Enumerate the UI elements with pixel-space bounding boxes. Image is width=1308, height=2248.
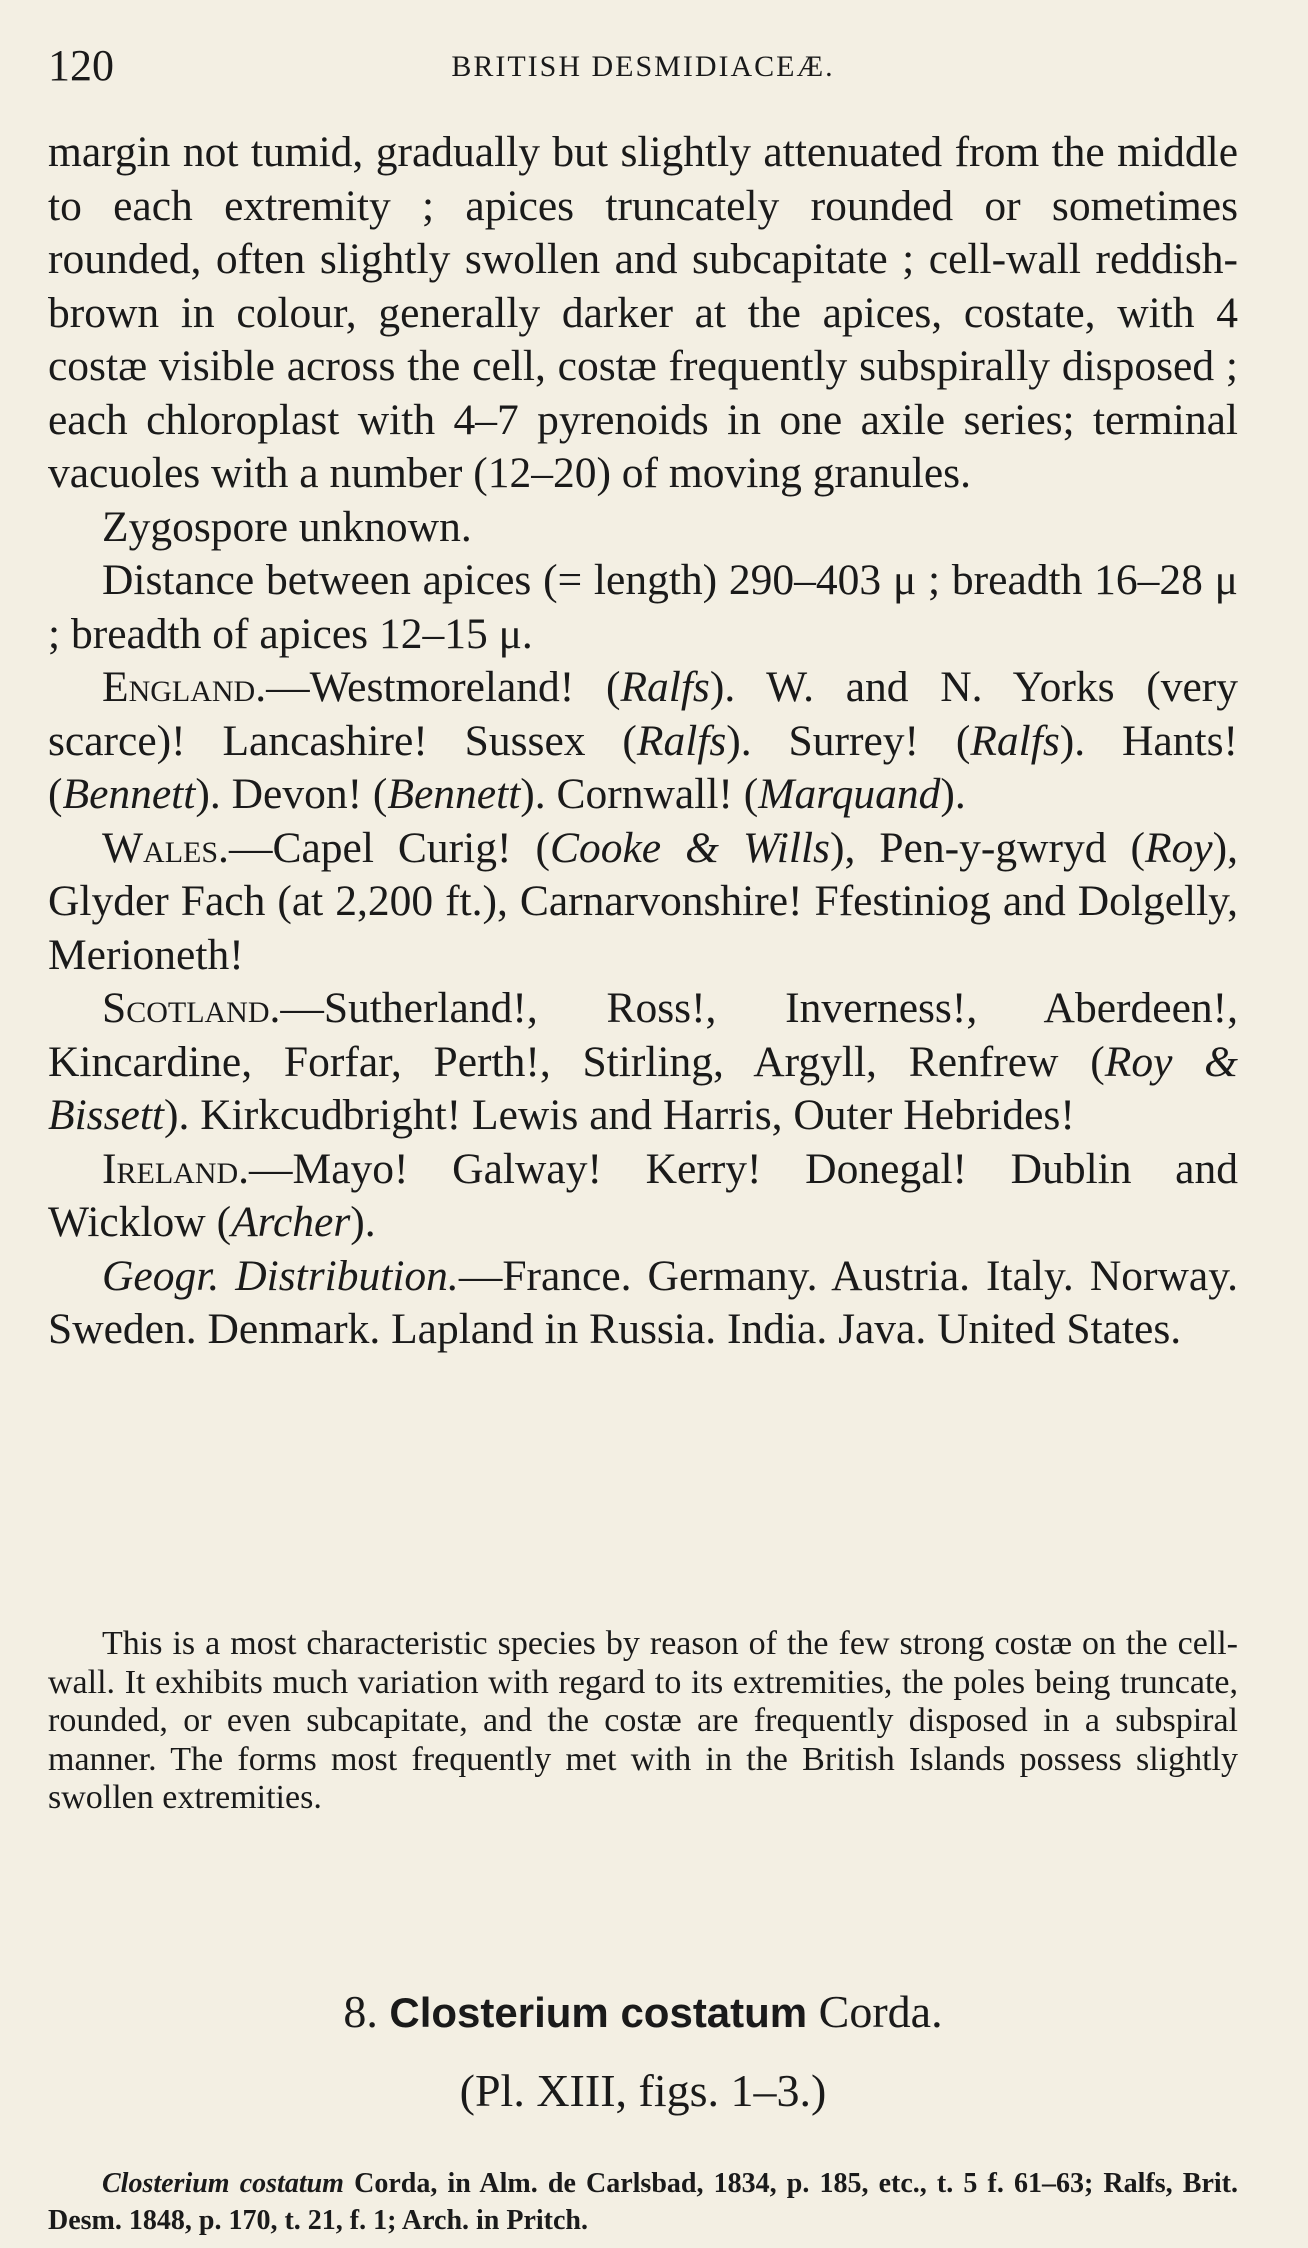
reference-italic: Closterium costatum (102, 2168, 344, 2199)
england-text-4: ). Hants! ( (48, 716, 1238, 818)
wales-collector-1: Cooke & Wills (549, 823, 830, 872)
scotland-text-2: ). Kirkcudbright! Lewis and Harris, Outer Hebrides! (164, 1091, 1075, 1139)
scotland-paragraph (48, 982, 1238, 1143)
species-name: Closterium costatum (389, 1989, 808, 2036)
distribution-paragraph (48, 1250, 1238, 1357)
plate-reference: (Pl. XIII, figs. 1–3.) (459, 2065, 827, 2116)
wales-collector-2: Roy (1144, 823, 1213, 872)
wales-paragraph (48, 822, 1238, 983)
distribution-text: —France. Germany. Austria. Italy. Norway. Sweden. Denmark. Lapland in Russia. India. Java. United States. (48, 1251, 1238, 1353)
description-paragraph: margin not tumid, gradually but slightly attenuated from the middle to each extremity ; apices truncately rounded or sometimes rounded, often slightly swollen and subcapitate ; cell-wall reddish-brown in colour, generally darker at the apices, costate, with 4 costæ visible across the cell, costæ frequently subspirally disposed ; each chloroplast with 4–7 pyrenoids in one axile series; terminal vacuoles with a number (12–20) of moving granules. (48, 128, 1238, 497)
ireland-paragraph (48, 1143, 1238, 1250)
ireland-collector-1: Archer (231, 1198, 351, 1246)
england-collector-6: Marquand (758, 770, 941, 818)
note-paragraph: This is a most characteristic species by reason of the few strong costæ on the cell-wall. It exhibits much variation with regard to its extremities, the poles being truncate, rounded, or even subcapitate, and the costæ are frequently disposed in a subspiral manner. The forms most frequently met with in the British Islands possess slightly swollen extremities. (48, 1625, 1238, 1816)
ireland-label: Ireland. (102, 1144, 250, 1193)
wales-text-3: ), Glyder Fach (at 2,200 ft.), Carnarvonshire! Ffestiniog and Dolgelly, Merioneth! (48, 823, 1238, 979)
distribution-label: Geogr. Distribution. (102, 1251, 459, 1300)
scotland-label: Scotland. (102, 984, 281, 1032)
species-heading (48, 1985, 1238, 2038)
england-collector-1: Ralfs (620, 663, 710, 711)
species-author: Corda. (818, 1986, 943, 2037)
england-text-1: —Westmoreland! ( (266, 663, 621, 711)
main-text (48, 126, 1238, 1357)
england-collector-2: Ralfs (636, 716, 727, 765)
scotland-text-1: —Sutherland!, Ross!, Inverness!, Aberdeen!, Kincardine, Forfar, Perth!, Stirling, Argyll, Renfrew ( (48, 984, 1238, 1086)
england-collector-5: Bennett (387, 770, 521, 818)
species-number: 8. (343, 1986, 378, 2037)
book-page (48, 40, 1239, 2236)
england-collector-4: Bennett (62, 770, 196, 818)
wales-label: Wales. (102, 823, 229, 872)
synonymy-reference (48, 2165, 1238, 2239)
wales-text-1: —Capel Curig! ( (228, 823, 550, 872)
ireland-text-1: —Mayo! Galway! Kerry! Donegal! Dublin and Wicklow ( (48, 1144, 1238, 1246)
dimensions-paragraph: Distance between apices (= length) 290–403 μ ; breadth 16–28 μ ; breadth of apices 12–15 μ. (48, 556, 1238, 658)
england-text-7: ). (940, 770, 966, 818)
zygospore-paragraph: Zygospore unknown. (102, 502, 472, 551)
england-text-6: ). Cornwall! ( (520, 770, 759, 818)
page-number: 120 (48, 41, 114, 90)
england-collector-3: Ralfs (970, 716, 1060, 765)
scotland-collector-1: Roy & Bissett (48, 1037, 1238, 1139)
wales-text-2: ), Pen-y-gwryd ( (830, 823, 1145, 872)
running-head (48, 40, 1238, 100)
ireland-text-2: ). (350, 1198, 376, 1246)
england-text-3: ). Surrey! ( (726, 716, 971, 765)
england-text-2: ). W. and N. Yorks (very scarce)! Lancashire! Sussex ( (48, 663, 1239, 765)
england-paragraph (48, 661, 1238, 822)
england-text-5: ). Devon! ( (195, 770, 388, 818)
running-title: BRITISH DESMIDIACEÆ. (451, 50, 835, 83)
reference-text: Corda, in Alm. de Carlsbad, 1834, p. 185, etc., t. 5 f. 61–63; Ralfs, Brit. Desm. 1848, p. 170, t. 21, f. 1; Arch. in Pritch. (48, 2168, 1238, 2236)
england-label: England. (102, 663, 267, 711)
